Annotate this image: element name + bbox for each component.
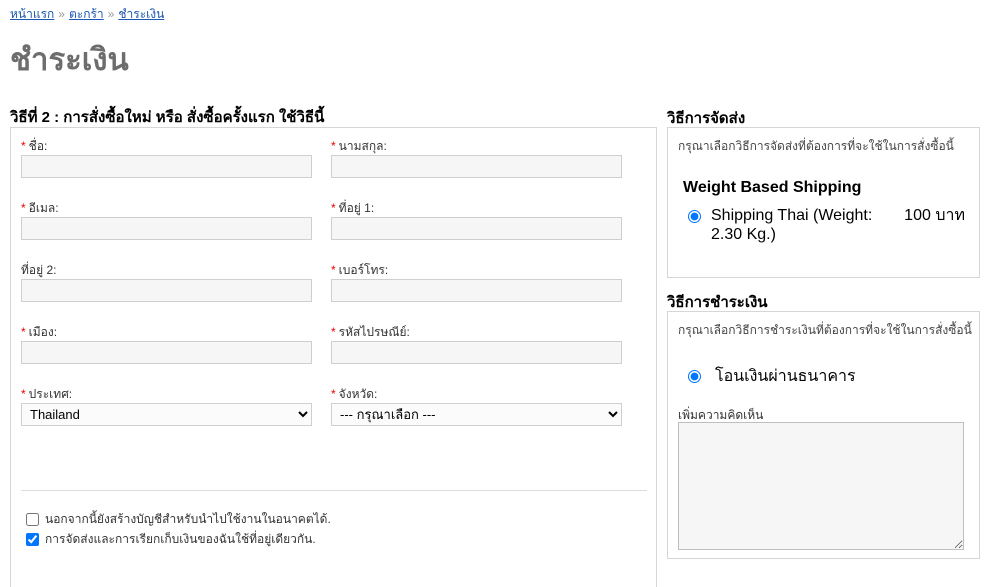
shipping-option-row bbox=[688, 206, 968, 244]
province-label-text: จังหวัด: bbox=[338, 387, 378, 401]
required-mark: * bbox=[331, 139, 336, 153]
shipping-option-label: Shipping Thai (Weight: 2.30 Kg.) bbox=[711, 207, 873, 243]
lastname-label bbox=[331, 138, 622, 154]
country-label-text: ประเทศ: bbox=[28, 387, 73, 401]
required-mark: * bbox=[21, 139, 26, 153]
lastname-field-group bbox=[331, 138, 622, 178]
shipping-heading: วิธีการจัดส่ง bbox=[667, 110, 746, 127]
firstname-input[interactable] bbox=[21, 155, 312, 178]
phone-input[interactable] bbox=[331, 279, 622, 302]
province-field-group bbox=[331, 386, 622, 426]
shipping-option-radio[interactable] bbox=[688, 210, 701, 223]
form-divider bbox=[21, 490, 647, 491]
email-field-group bbox=[21, 200, 312, 240]
required-mark: * bbox=[331, 201, 336, 215]
comment-textarea[interactable] bbox=[678, 422, 964, 550]
province-label bbox=[331, 386, 622, 402]
register-form-heading: วิธีที่ 2 : การสั่งซื้อใหม่ หรือ สั่งซื้อครั้งแรก ใช้วิธีนี้ bbox=[10, 109, 325, 126]
shipping-method-title: Weight Based Shipping bbox=[683, 179, 862, 196]
create-account-checkbox[interactable] bbox=[26, 513, 39, 526]
address1-field-group bbox=[331, 200, 622, 240]
page-title: ชำระเงิน bbox=[10, 42, 129, 77]
payment-option-label: โอนเงินผ่านธนาคาร bbox=[715, 368, 856, 385]
address2-input[interactable] bbox=[21, 279, 312, 302]
required-mark: * bbox=[21, 325, 26, 339]
postcode-input[interactable] bbox=[331, 341, 622, 364]
payment-option-row bbox=[688, 364, 856, 389]
lastname-label-text: นามสกุล: bbox=[338, 139, 387, 153]
required-mark: * bbox=[21, 201, 26, 215]
city-label-text: เมือง: bbox=[28, 325, 58, 339]
breadcrumb-cart-link[interactable]: ตะกร้า bbox=[68, 7, 104, 21]
payment-panel bbox=[667, 311, 980, 559]
comment-label: เพิ่มความคิดเห็น bbox=[678, 408, 764, 422]
same-address-checkbox[interactable] bbox=[26, 533, 39, 546]
city-input[interactable] bbox=[21, 341, 312, 364]
address1-label-text: ที่อยู่ 1: bbox=[338, 201, 375, 215]
payment-option-radio[interactable] bbox=[688, 370, 701, 383]
phone-label bbox=[331, 262, 622, 278]
email-label-text: อีเมล: bbox=[28, 201, 59, 215]
province-select[interactable] bbox=[331, 403, 622, 426]
shipping-panel bbox=[667, 127, 980, 278]
address1-input[interactable] bbox=[331, 217, 622, 240]
phone-field-group bbox=[331, 262, 622, 302]
register-form-panel bbox=[10, 127, 657, 587]
breadcrumb-separator: » bbox=[107, 7, 115, 21]
postcode-label-text: รหัสไปรษณีย์: bbox=[338, 325, 410, 339]
country-label bbox=[21, 386, 312, 402]
email-label bbox=[21, 200, 312, 216]
postcode-label bbox=[331, 324, 622, 340]
required-mark: * bbox=[21, 387, 26, 401]
address1-label bbox=[331, 200, 622, 216]
address2-label: ที่อยู่ 2: bbox=[21, 263, 57, 277]
shipping-option-price: 100 บาท bbox=[904, 207, 965, 224]
required-mark: * bbox=[331, 325, 336, 339]
payment-hint: กรุณาเลือกวิธีการชำระเงินที่ต้องการที่จะใช้ในการสั่งซื้อนี้ bbox=[678, 323, 972, 337]
required-mark: * bbox=[331, 263, 336, 277]
phone-label-text: เบอร์โทร: bbox=[338, 263, 389, 277]
breadcrumb-checkout-link[interactable]: ชำระเงิน bbox=[118, 7, 165, 21]
email-input[interactable] bbox=[21, 217, 312, 240]
payment-heading: วิธีการชำระเงิน bbox=[667, 294, 768, 311]
firstname-label bbox=[21, 138, 312, 154]
same-address-label: การจัดส่งและการเรียกเก็บเงินของฉันใช้ที่อยู่เดียวกัน. bbox=[45, 532, 316, 546]
postcode-field-group bbox=[331, 324, 622, 364]
create-account-label: นอกจากนี้ยังสร้างบัญชีสำหรับนำไปใช้งานในอนาคตได้. bbox=[45, 512, 331, 526]
required-mark: * bbox=[331, 387, 336, 401]
firstname-field-group bbox=[21, 138, 312, 178]
breadcrumb-home-link[interactable]: หน้าแรก bbox=[10, 7, 55, 21]
country-field-group bbox=[21, 386, 312, 426]
city-label bbox=[21, 324, 312, 340]
create-account-row bbox=[26, 510, 331, 529]
firstname-label-text: ชื่อ: bbox=[28, 139, 48, 153]
same-address-row bbox=[26, 530, 316, 549]
lastname-input[interactable] bbox=[331, 155, 622, 178]
address2-field-group bbox=[21, 262, 312, 302]
shipping-hint: กรุณาเลือกวิธีการจัดส่งที่ต้องการที่จะใช้ในการสั่งซื้อนี้ bbox=[678, 139, 954, 153]
city-field-group bbox=[21, 324, 312, 364]
breadcrumb-separator: » bbox=[58, 7, 65, 21]
breadcrumb bbox=[10, 5, 164, 24]
country-select[interactable] bbox=[21, 403, 312, 426]
